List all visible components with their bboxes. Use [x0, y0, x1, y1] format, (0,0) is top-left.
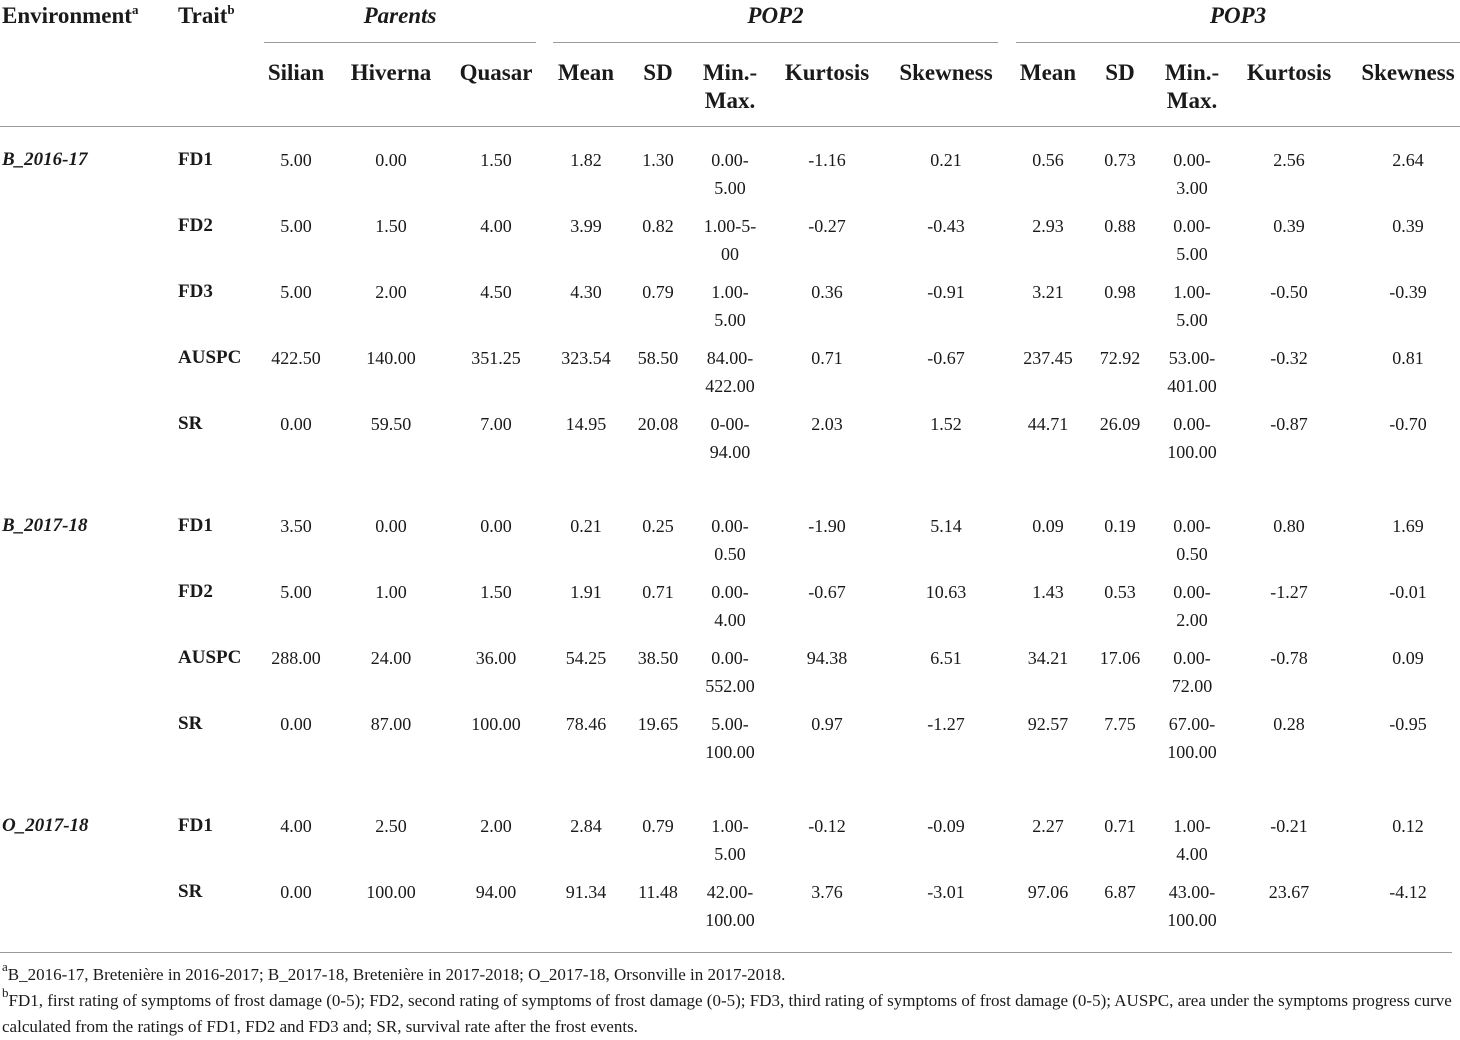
cell-hiverna: 2.00 — [375, 282, 407, 302]
cell-pop2-sd: 1.30 — [642, 150, 674, 170]
cell-pop2-minmax: 0.00- 0.50 — [711, 516, 749, 564]
cell-pop3-kurtosis: 2.56 — [1273, 150, 1305, 170]
cell-pop2-sd: 11.48 — [638, 882, 678, 902]
cell-pop3-kurtosis: -0.32 — [1270, 348, 1308, 368]
column-header-pop2-mean: Mean — [557, 60, 615, 85]
cell-pop2-skewness: -1.27 — [927, 714, 965, 734]
cell-pop3-skewness: -0.70 — [1389, 414, 1427, 434]
cell-pop3-skewness: -0.01 — [1389, 582, 1427, 602]
cell-pop3-sd: 7.75 — [1104, 714, 1136, 734]
cell-pop2-sd: 19.65 — [637, 714, 679, 734]
cell-silian: 5.00 — [280, 582, 312, 602]
group-header-pop2: POP2 — [747, 3, 804, 28]
parents-group-rule — [264, 42, 536, 43]
cell-pop3-minmax: 0.00- 2.00 — [1173, 582, 1211, 630]
cell-pop3-minmax: 0.00- 100.00 — [1167, 414, 1217, 462]
cell-pop3-mean: 34.21 — [1027, 648, 1069, 668]
cell-pop3-skewness: 0.81 — [1392, 348, 1424, 368]
cell-silian: 0.00 — [280, 414, 312, 434]
trait-label: SR — [178, 713, 203, 734]
cell-pop3-sd: 0.88 — [1104, 216, 1136, 236]
cell-pop3-minmax: 1.00- 5.00 — [1173, 282, 1211, 330]
cell-pop3-kurtosis: -0.50 — [1270, 282, 1308, 302]
cell-pop2-sd: 0.79 — [642, 282, 674, 302]
cell-pop2-minmax: 42.00- 100.00 — [705, 882, 755, 930]
cell-quasar: 36.00 — [475, 648, 517, 668]
cell-pop3-minmax: 0.00- 72.00 — [1171, 648, 1213, 696]
environment-label: O_2017-18 — [2, 815, 89, 836]
trait-label: FD1 — [178, 815, 213, 836]
cell-pop3-kurtosis: -0.78 — [1270, 648, 1308, 668]
cell-quasar: 1.50 — [480, 582, 512, 602]
cell-pop2-mean: 91.34 — [565, 882, 607, 902]
cell-pop3-mean: 2.93 — [1032, 216, 1064, 236]
cell-pop3-skewness: 0.39 — [1392, 216, 1424, 236]
cell-pop2-mean: 2.84 — [570, 816, 602, 836]
cell-pop3-skewness: 0.09 — [1392, 648, 1424, 668]
cell-pop3-kurtosis: 0.39 — [1273, 216, 1305, 236]
column-header-quasar: Quasar — [459, 60, 533, 85]
cell-pop2-kurtosis: -1.16 — [808, 150, 846, 170]
cell-pop3-sd: 0.53 — [1104, 582, 1136, 602]
cell-pop2-minmax: 1.00- 5.00 — [711, 816, 749, 864]
cell-pop2-minmax: 84.00- 422.00 — [705, 348, 755, 396]
cell-hiverna: 59.50 — [370, 414, 412, 434]
cell-pop2-skewness: -0.91 — [927, 282, 965, 302]
cell-pop2-sd: 58.50 — [637, 348, 679, 368]
cell-pop3-kurtosis: 23.67 — [1268, 882, 1310, 902]
cell-pop3-sd: 72.92 — [1099, 348, 1141, 368]
group-header-parents: Parents — [363, 3, 437, 28]
environment-label: B_2017-18 — [2, 515, 88, 536]
header-trait: Trait$^b$ — [178, 2, 235, 28]
cell-pop2-mean: 54.25 — [565, 648, 607, 668]
trait-label: FD3 — [178, 281, 213, 302]
cell-quasar: 4.50 — [480, 282, 512, 302]
cell-hiverna: 87.00 — [370, 714, 412, 734]
cell-hiverna: 24.00 — [370, 648, 412, 668]
trait-label: FD2 — [178, 581, 213, 602]
trait-label: AUSPC — [178, 647, 242, 668]
trait-label: SR — [178, 881, 203, 902]
cell-pop2-minmax: 0-00- 94.00 — [709, 414, 751, 462]
footnote-rule — [0, 952, 1452, 953]
cell-pop2-minmax: 1.00- 5.00 — [711, 282, 749, 330]
footnote-b: $^b$FD1, first rating of symptoms of frost damage (0-5); FD2, second rating of symptoms of frost damage (0-5); FD3, third rating of symptoms of frost damage (0-5); AUSPC, area under the symptoms progress curve calculated from the ratings of FD1, FD2 and FD3 and; SR, survival rate after the frost events. — [2, 985, 1452, 1036]
cell-pop3-mean: 0.09 — [1032, 516, 1064, 536]
cell-silian: 0.00 — [280, 714, 312, 734]
cell-pop3-mean: 92.57 — [1027, 714, 1069, 734]
cell-pop3-sd: 26.09 — [1099, 414, 1141, 434]
cell-pop2-mean: 323.54 — [561, 348, 611, 368]
cell-pop3-skewness: -4.12 — [1389, 882, 1427, 902]
cell-pop2-minmax: 0.00- 4.00 — [711, 582, 749, 630]
pop2-group-rule — [553, 42, 998, 43]
cell-pop2-sd: 20.08 — [637, 414, 679, 434]
cell-pop3-skewness: -0.95 — [1389, 714, 1427, 734]
cell-pop3-minmax: 0.00- 3.00 — [1173, 150, 1211, 198]
cell-silian: 0.00 — [280, 882, 312, 902]
cell-pop3-skewness: 2.64 — [1392, 150, 1424, 170]
cell-pop3-mean: 3.21 — [1032, 282, 1064, 302]
cell-pop3-mean: 1.43 — [1032, 582, 1064, 602]
cell-pop3-minmax: 53.00- 401.00 — [1167, 348, 1217, 396]
cell-quasar: 7.00 — [480, 414, 512, 434]
cell-pop3-minmax: 0.00- 5.00 — [1173, 216, 1211, 264]
cell-quasar: 2.00 — [480, 816, 512, 836]
pop3-group-rule — [1016, 42, 1460, 43]
cell-pop3-kurtosis: -0.87 — [1270, 414, 1308, 434]
cell-silian: 5.00 — [280, 282, 312, 302]
cell-pop2-sd: 0.71 — [642, 582, 674, 602]
cell-pop2-minmax: 0.00- 5.00 — [711, 150, 749, 198]
column-header-pop3-sd: SD — [1105, 60, 1135, 85]
column-header-pop2-kurtosis: Kurtosis — [784, 60, 870, 85]
cell-silian: 3.50 — [280, 516, 312, 536]
cell-silian: 5.00 — [280, 216, 312, 236]
cell-pop2-kurtosis: 94.38 — [806, 648, 848, 668]
cell-silian: 288.00 — [271, 648, 321, 668]
cell-pop2-mean: 3.99 — [570, 216, 602, 236]
cell-pop3-mean: 0.56 — [1032, 150, 1064, 170]
cell-pop2-skewness: 0.21 — [930, 150, 962, 170]
cell-pop2-kurtosis: 3.76 — [811, 882, 843, 902]
column-header-pop2-minmax: Min.- Max. — [702, 60, 758, 113]
cell-pop2-kurtosis: -0.27 — [808, 216, 846, 236]
cell-pop2-kurtosis: -1.90 — [808, 516, 846, 536]
cell-pop3-mean: 237.45 — [1023, 348, 1073, 368]
cell-quasar: 94.00 — [475, 882, 517, 902]
cell-hiverna: 1.00 — [375, 582, 407, 602]
cell-quasar: 4.00 — [480, 216, 512, 236]
trait-label: FD1 — [178, 149, 213, 170]
group-header-pop3: POP3 — [1209, 3, 1267, 28]
cell-pop2-kurtosis: 0.36 — [811, 282, 843, 302]
cell-pop2-mean: 4.30 — [570, 282, 602, 302]
cell-pop3-sd: 0.73 — [1104, 150, 1136, 170]
cell-pop2-minmax: 5.00- 100.00 — [705, 714, 755, 762]
cell-pop2-sd: 0.25 — [642, 516, 674, 536]
trait-label: SR — [178, 413, 203, 434]
cell-pop2-kurtosis: -0.67 — [808, 582, 846, 602]
cell-hiverna: 0.00 — [375, 150, 407, 170]
column-header-pop2-sd: SD — [643, 60, 673, 85]
cell-pop3-mean: 97.06 — [1027, 882, 1069, 902]
cell-pop3-skewness: 1.69 — [1392, 516, 1424, 536]
cell-pop2-skewness: -0.43 — [927, 216, 965, 236]
cell-hiverna: 140.00 — [366, 348, 416, 368]
cell-pop2-mean: 14.95 — [565, 414, 607, 434]
cell-silian: 5.00 — [280, 150, 312, 170]
cell-pop3-minmax: 67.00- 100.00 — [1167, 714, 1217, 762]
cell-hiverna: 1.50 — [375, 216, 407, 236]
cell-quasar: 1.50 — [480, 150, 512, 170]
cell-pop3-sd: 0.71 — [1104, 816, 1136, 836]
cell-pop3-kurtosis: 0.28 — [1273, 714, 1305, 734]
column-header-silian: Silian — [267, 60, 325, 85]
trait-label: FD2 — [178, 215, 213, 236]
column-header-pop3-kurtosis: Kurtosis — [1246, 60, 1332, 85]
cell-pop3-minmax: 1.00- 4.00 — [1173, 816, 1211, 864]
column-header-pop2-skewness: Skewness — [899, 60, 993, 85]
cell-pop2-skewness: 5.14 — [930, 516, 962, 536]
trait-label: AUSPC — [178, 347, 242, 368]
cell-pop3-sd: 0.98 — [1104, 282, 1136, 302]
cell-pop2-skewness: 6.51 — [930, 648, 962, 668]
cell-pop3-skewness: -0.39 — [1389, 282, 1427, 302]
cell-quasar: 0.00 — [480, 516, 512, 536]
header-bottom-rule — [0, 126, 1460, 127]
cell-pop3-sd: 6.87 — [1104, 882, 1136, 902]
header-environment: Environment$^a$ — [2, 2, 139, 28]
cell-pop3-mean: 44.71 — [1027, 414, 1069, 434]
cell-pop2-sd: 38.50 — [637, 648, 679, 668]
column-header-pop3-minmax: Min.- Max. — [1164, 60, 1220, 113]
cell-silian: 422.50 — [271, 348, 321, 368]
cell-quasar: 100.00 — [471, 714, 521, 734]
cell-pop2-mean: 1.91 — [570, 582, 602, 602]
cell-pop2-mean: 0.21 — [570, 516, 602, 536]
cell-pop3-kurtosis: -0.21 — [1270, 816, 1308, 836]
cell-pop2-kurtosis: 0.71 — [811, 348, 843, 368]
footnote-a: $^a$B_2016-17, Bretenière in 2016-2017; B_2017-18, Bretenière in 2017-2018; O_2017-18, Orsonville in 2017-2018. — [2, 959, 786, 984]
cell-pop2-sd: 0.79 — [642, 816, 674, 836]
cell-pop2-mean: 1.82 — [570, 150, 602, 170]
cell-pop3-sd: 0.19 — [1104, 516, 1136, 536]
cell-pop2-kurtosis: 0.97 — [811, 714, 843, 734]
cell-pop2-skewness: 1.52 — [930, 414, 962, 434]
column-header-hiverna: Hiverna — [350, 60, 432, 85]
cell-hiverna: 2.50 — [375, 816, 407, 836]
cell-pop3-sd: 17.06 — [1099, 648, 1141, 668]
cell-pop2-sd: 0.82 — [642, 216, 674, 236]
column-header-pop3-mean: Mean — [1019, 60, 1077, 85]
cell-pop2-mean: 78.46 — [565, 714, 607, 734]
cell-pop3-minmax: 43.00- 100.00 — [1167, 882, 1217, 930]
cell-pop2-skewness: 10.63 — [925, 582, 967, 602]
cell-pop3-kurtosis: -1.27 — [1270, 582, 1308, 602]
cell-pop2-skewness: -0.67 — [927, 348, 965, 368]
cell-pop2-minmax: 0.00- 552.00 — [705, 648, 755, 696]
column-header-pop3-skewness: Skewness — [1361, 60, 1455, 85]
cell-pop3-skewness: 0.12 — [1392, 816, 1424, 836]
cell-quasar: 351.25 — [471, 348, 521, 368]
cell-pop2-kurtosis: 2.03 — [811, 414, 843, 434]
trait-label: FD1 — [178, 515, 213, 536]
cell-pop3-mean: 2.27 — [1032, 816, 1064, 836]
cell-pop2-skewness: -3.01 — [927, 882, 965, 902]
cell-pop2-skewness: -0.09 — [927, 816, 965, 836]
environment-label: B_2016-17 — [2, 149, 88, 170]
cell-pop2-minmax: 1.00-5- 00 — [703, 216, 757, 264]
cell-hiverna: 100.00 — [366, 882, 416, 902]
cell-pop2-kurtosis: -0.12 — [808, 816, 846, 836]
cell-pop3-kurtosis: 0.80 — [1273, 516, 1305, 536]
cell-silian: 4.00 — [280, 816, 312, 836]
cell-hiverna: 0.00 — [375, 516, 407, 536]
cell-pop3-minmax: 0.00- 0.50 — [1173, 516, 1211, 564]
